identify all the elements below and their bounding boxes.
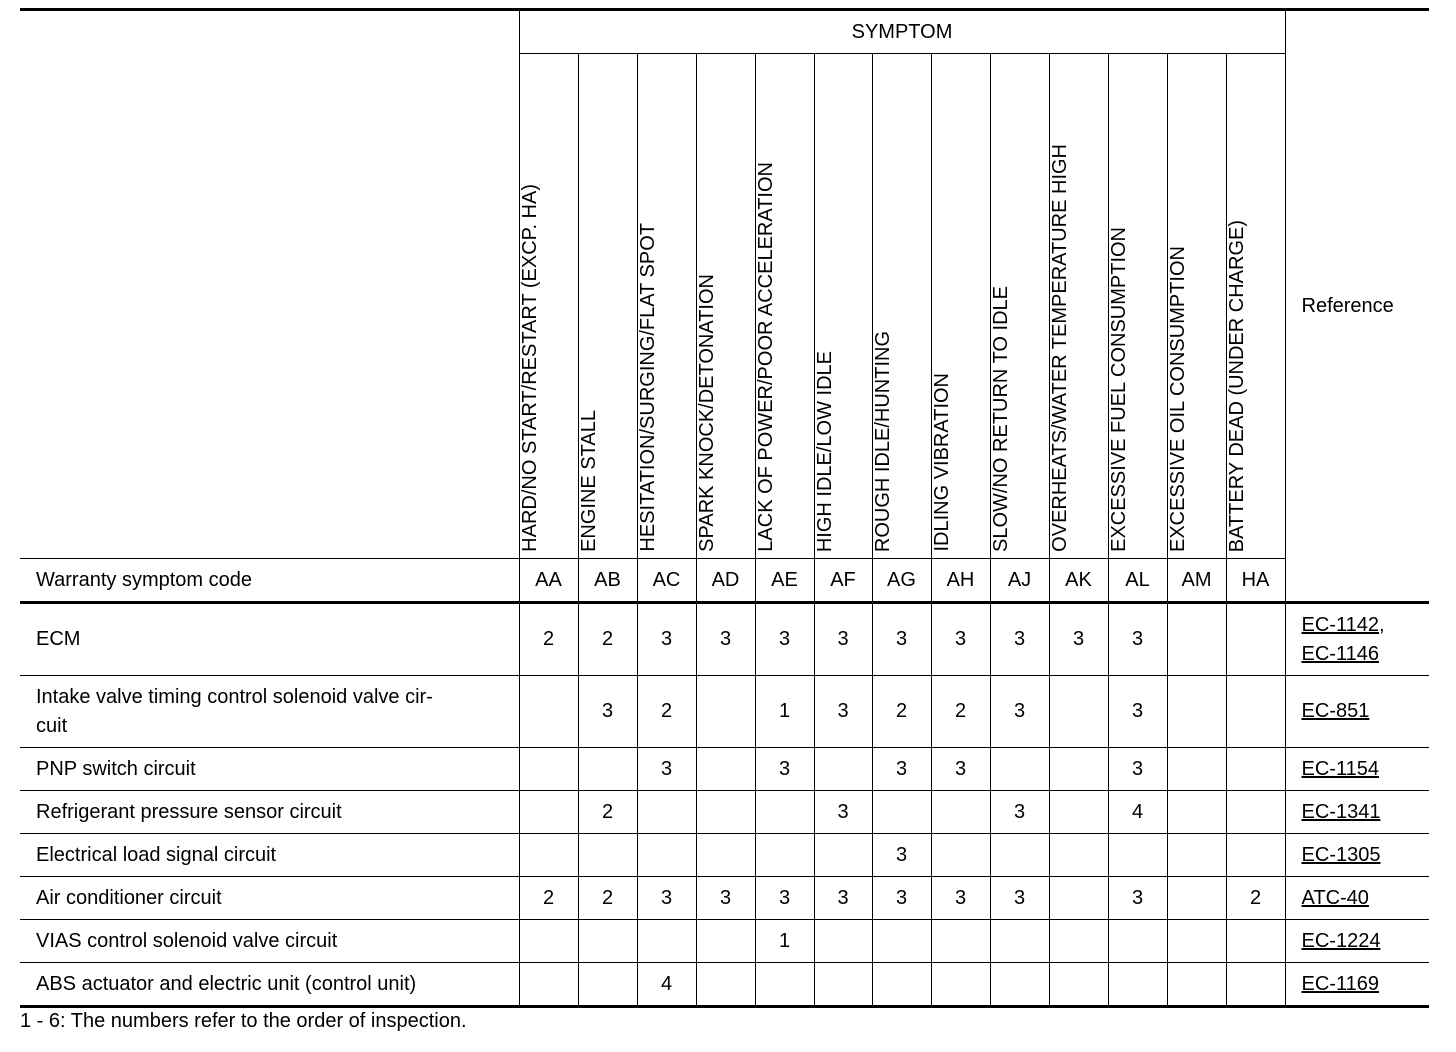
inspection-order-cell: 1 <box>755 676 814 748</box>
inspection-order-cell <box>1167 963 1226 1007</box>
inspection-order-cell <box>578 834 637 877</box>
inspection-order-cell <box>814 834 872 877</box>
component-label: PNP switch circuit <box>20 748 519 791</box>
inspection-order-cell <box>1049 676 1108 748</box>
warranty-code: AH <box>931 559 990 603</box>
symptom-column-label: ROUGH IDLE/HUNTING <box>871 330 894 552</box>
inspection-order-cell <box>990 963 1049 1007</box>
inspection-order-cell: 3 <box>931 877 990 920</box>
inspection-order-cell: 3 <box>990 791 1049 834</box>
table-row <box>20 791 1429 834</box>
inspection-order-cell: 3 <box>1108 676 1167 748</box>
symptom-column-header <box>872 54 931 559</box>
inspection-order-cell <box>519 791 578 834</box>
inspection-order-cell <box>1226 791 1285 834</box>
inspection-order-cell <box>990 920 1049 963</box>
inspection-order-cell <box>578 920 637 963</box>
inspection-order-cell <box>696 791 755 834</box>
inspection-order-cell: 3 <box>755 603 814 676</box>
reference-link[interactable]: EC-1341 <box>1301 800 1381 823</box>
footnote: 1 - 6: The numbers refer to the order of inspection. <box>20 1010 467 1032</box>
symptom-column-label: SLOW/NO RETURN TO IDLE <box>989 286 1012 552</box>
inspection-order-cell: 2 <box>578 603 637 676</box>
reference-link[interactable]: ATC-40 <box>1301 886 1369 909</box>
inspection-order-cell: 2 <box>872 676 931 748</box>
inspection-order-cell: 3 <box>1049 603 1108 676</box>
inspection-order-cell <box>814 963 872 1007</box>
reference-cell <box>1285 963 1429 1007</box>
table-row <box>20 834 1429 877</box>
inspection-order-cell: 2 <box>519 877 578 920</box>
inspection-order-cell <box>1049 963 1108 1007</box>
table-row <box>20 963 1429 1007</box>
reference-cell <box>1285 877 1429 920</box>
warranty-code-row <box>20 559 1429 603</box>
symptom-column-header <box>755 54 814 559</box>
inspection-order-cell <box>1049 791 1108 834</box>
inspection-order-cell <box>990 834 1049 877</box>
inspection-order-cell <box>578 963 637 1007</box>
warranty-code: AG <box>872 559 931 603</box>
inspection-order-cell <box>1167 920 1226 963</box>
inspection-order-cell <box>1108 834 1167 877</box>
warranty-code: AE <box>755 559 814 603</box>
inspection-order-cell <box>931 963 990 1007</box>
symptom-header: SYMPTOM <box>519 10 1285 54</box>
component-label: Electrical load signal circuit <box>20 834 519 877</box>
inspection-order-cell <box>814 920 872 963</box>
symptom-column-label: EXCESSIVE FUEL CONSUMPTION <box>1107 227 1130 552</box>
symptom-column-label: HESITATION/SURGING/FLAT SPOT <box>636 223 659 552</box>
inspection-order-cell <box>1226 603 1285 676</box>
inspection-order-cell <box>990 748 1049 791</box>
symptom-column-label: OVERHEATS/WATER TEMPERATURE HIGH <box>1048 144 1071 552</box>
component-label: ABS actuator and electric unit (control unit) <box>20 963 519 1007</box>
symptom-column-header <box>931 54 990 559</box>
reference-cell <box>1285 791 1429 834</box>
inspection-order-cell: 3 <box>872 748 931 791</box>
inspection-order-cell <box>1226 920 1285 963</box>
inspection-order-cell <box>519 676 578 748</box>
reference-link[interactable]: EC-1146 <box>1301 642 1379 665</box>
inspection-order-cell <box>1226 834 1285 877</box>
reference-link[interactable]: EC-851 <box>1301 700 1370 722</box>
inspection-order-cell <box>696 963 755 1007</box>
inspection-order-cell <box>1108 963 1167 1007</box>
symptom-column-header <box>814 54 872 559</box>
symptom-table <box>20 8 1429 1008</box>
inspection-order-cell: 2 <box>931 676 990 748</box>
blank-header-cell <box>20 10 519 559</box>
symptom-column-header <box>1049 54 1108 559</box>
warranty-code: AM <box>1167 559 1226 603</box>
symptom-column-header <box>696 54 755 559</box>
inspection-order-cell: 3 <box>637 603 696 676</box>
warranty-code: AJ <box>990 559 1049 603</box>
inspection-order-cell <box>931 791 990 834</box>
symptom-column-header <box>1167 54 1226 559</box>
inspection-order-cell <box>519 834 578 877</box>
warranty-code: AD <box>696 559 755 603</box>
warranty-code-label: Warranty symptom code <box>20 559 519 603</box>
inspection-order-cell <box>755 834 814 877</box>
inspection-order-cell <box>696 920 755 963</box>
inspection-order-cell: 1 <box>755 920 814 963</box>
component-label: Refrigerant pressure sensor circuit <box>20 791 519 834</box>
inspection-order-cell: 3 <box>990 603 1049 676</box>
inspection-order-cell <box>519 920 578 963</box>
inspection-order-cell: 2 <box>519 603 578 676</box>
inspection-order-cell: 3 <box>814 791 872 834</box>
symptom-column-header <box>1226 54 1285 559</box>
inspection-order-cell <box>637 920 696 963</box>
reference-header: Reference <box>1285 10 1429 603</box>
table-row <box>20 877 1429 920</box>
inspection-order-cell: 3 <box>755 748 814 791</box>
inspection-order-cell: 2 <box>1226 877 1285 920</box>
inspection-order-cell <box>872 920 931 963</box>
symptom-column-label: IDLING VIBRATION <box>930 373 953 552</box>
inspection-order-cell: 3 <box>637 877 696 920</box>
inspection-order-cell <box>696 676 755 748</box>
inspection-order-cell: 3 <box>814 676 872 748</box>
inspection-order-cell <box>1108 920 1167 963</box>
inspection-order-cell: 3 <box>814 603 872 676</box>
inspection-order-cell: 3 <box>990 877 1049 920</box>
inspection-order-cell: 3 <box>1108 877 1167 920</box>
reference-cell <box>1285 748 1429 791</box>
table-row <box>20 748 1429 791</box>
inspection-order-cell <box>814 748 872 791</box>
reference-cell <box>1285 920 1429 963</box>
inspection-order-cell <box>1226 748 1285 791</box>
inspection-order-cell: 3 <box>1108 748 1167 791</box>
inspection-order-cell <box>696 834 755 877</box>
symptom-column-header <box>637 54 696 559</box>
inspection-order-cell: 3 <box>990 676 1049 748</box>
inspection-order-cell <box>519 963 578 1007</box>
inspection-order-cell <box>1049 834 1108 877</box>
inspection-order-cell: 3 <box>872 877 931 920</box>
symptom-column-header <box>519 54 578 559</box>
symptom-column-header <box>1108 54 1167 559</box>
warranty-code: HA <box>1226 559 1285 603</box>
inspection-order-cell <box>1167 676 1226 748</box>
inspection-order-cell <box>1167 791 1226 834</box>
warranty-code: AA <box>519 559 578 603</box>
symptom-column-header <box>578 54 637 559</box>
reference-cell <box>1285 603 1429 676</box>
inspection-order-cell <box>872 791 931 834</box>
inspection-order-cell: 4 <box>1108 791 1167 834</box>
reference-link[interactable]: EC-1154 <box>1301 757 1379 780</box>
symptom-column-label: ENGINE STALL <box>577 410 600 552</box>
warranty-code: AL <box>1108 559 1167 603</box>
inspection-order-cell <box>519 748 578 791</box>
inspection-order-cell <box>1226 676 1285 748</box>
symptom-column-label: BATTERY DEAD (UNDER CHARGE) <box>1225 219 1248 552</box>
table-row <box>20 920 1429 963</box>
reference-link[interactable]: EC-1305 <box>1301 843 1381 866</box>
inspection-order-cell: 2 <box>578 791 637 834</box>
component-label: Air conditioner circuit <box>20 877 519 920</box>
inspection-order-cell <box>637 834 696 877</box>
inspection-order-cell <box>755 963 814 1007</box>
component-label: ECM <box>20 603 519 676</box>
inspection-order-cell <box>1167 748 1226 791</box>
inspection-order-cell <box>637 791 696 834</box>
component-label: VIAS control solenoid valve circuit <box>20 920 519 963</box>
inspection-order-cell: 3 <box>696 877 755 920</box>
symptom-column-label: SPARK KNOCK/DETONATION <box>695 274 718 552</box>
inspection-order-cell <box>872 963 931 1007</box>
reference-cell <box>1285 676 1429 748</box>
reference-link[interactable]: EC-1224 <box>1301 929 1381 952</box>
inspection-order-cell <box>578 748 637 791</box>
symptom-column-header <box>990 54 1049 559</box>
warranty-code: AC <box>637 559 696 603</box>
reference-cell <box>1285 834 1429 877</box>
inspection-order-cell: 3 <box>755 877 814 920</box>
inspection-order-cell: 3 <box>637 748 696 791</box>
table-row <box>20 676 1429 748</box>
inspection-order-cell: 2 <box>578 877 637 920</box>
inspection-order-cell: 3 <box>814 877 872 920</box>
table-row <box>20 603 1429 676</box>
inspection-order-cell <box>1226 963 1285 1007</box>
inspection-order-cell: 3 <box>931 748 990 791</box>
warranty-code: AF <box>814 559 872 603</box>
inspection-order-cell: 4 <box>637 963 696 1007</box>
inspection-order-cell <box>1167 834 1226 877</box>
symptom-header-row <box>20 10 1429 54</box>
reference-link[interactable]: EC-1142, <box>1301 613 1385 636</box>
inspection-order-cell <box>1167 877 1226 920</box>
warranty-code: AK <box>1049 559 1108 603</box>
symptom-column-label: LACK OF POWER/POOR ACCELERATION <box>754 162 777 552</box>
reference-link[interactable]: EC-1169 <box>1301 972 1379 995</box>
symptom-column-label: EXCESSIVE OIL CONSUMPTION <box>1166 246 1189 552</box>
inspection-order-cell <box>1049 877 1108 920</box>
inspection-order-cell <box>1049 748 1108 791</box>
component-label: Intake valve timing control solenoid valve cir- cuit <box>20 676 519 748</box>
inspection-order-cell <box>931 834 990 877</box>
inspection-order-cell <box>755 791 814 834</box>
inspection-order-cell <box>931 920 990 963</box>
inspection-order-cell <box>696 748 755 791</box>
inspection-order-cell <box>1049 920 1108 963</box>
symptom-column-label: HARD/NO START/RESTART (EXCP. HA) <box>518 184 541 552</box>
inspection-order-cell: 3 <box>1108 603 1167 676</box>
inspection-order-cell: 3 <box>931 603 990 676</box>
symptom-column-label: HIGH IDLE/LOW IDLE <box>813 350 836 552</box>
inspection-order-cell: 3 <box>696 603 755 676</box>
inspection-order-cell: 3 <box>872 834 931 877</box>
inspection-order-cell <box>1167 603 1226 676</box>
inspection-order-cell: 3 <box>872 603 931 676</box>
warranty-code: AB <box>578 559 637 603</box>
inspection-order-cell: 2 <box>637 676 696 748</box>
inspection-order-cell: 3 <box>578 676 637 748</box>
